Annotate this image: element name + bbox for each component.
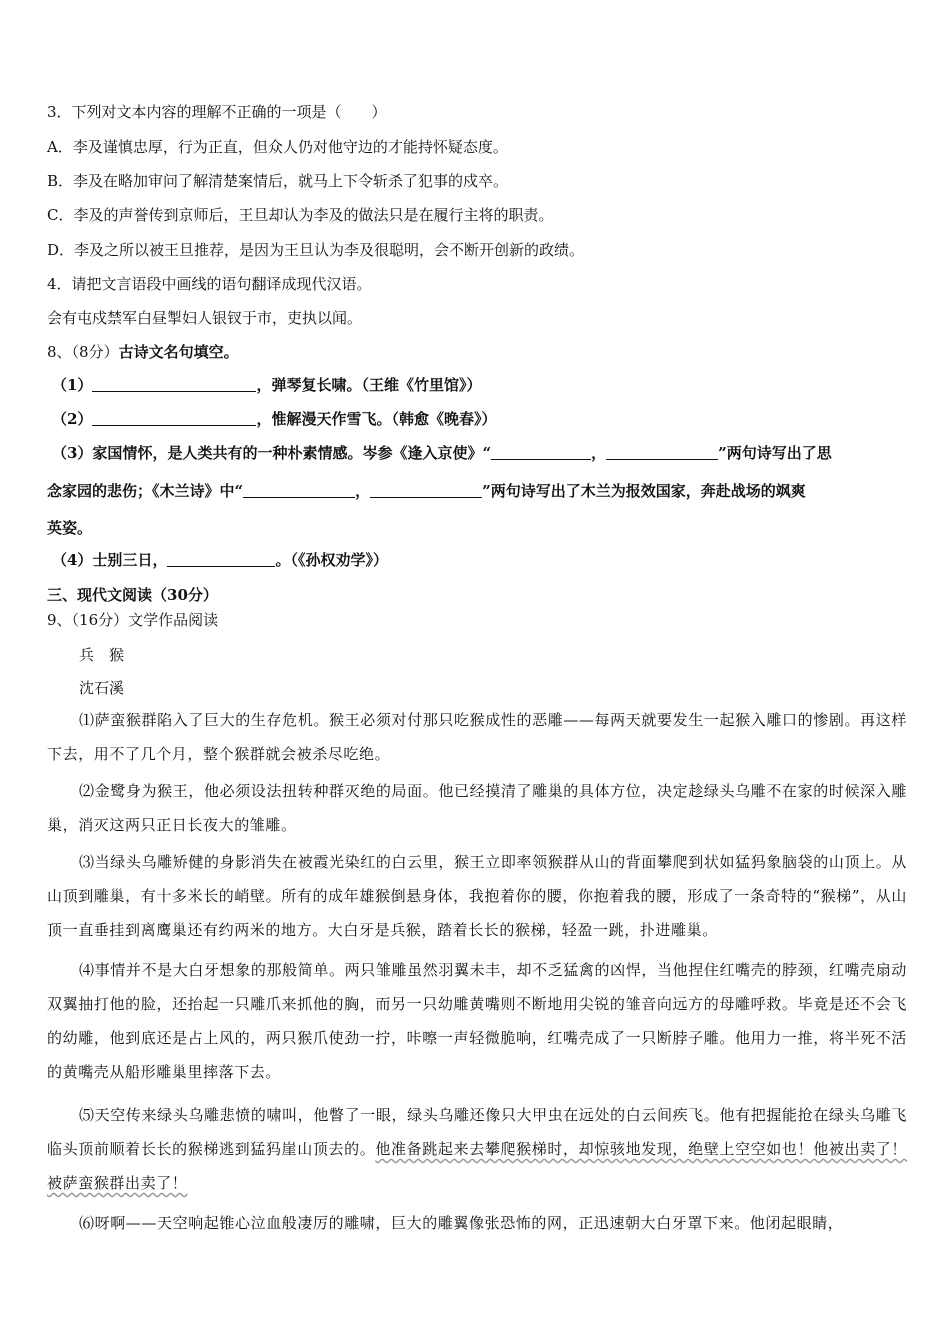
q3-option-d: D．李及之所以被王旦推荐，是因为王旦认为李及很聪明，会不断开创新的政绩。 [47, 241, 585, 259]
q8-score: 8、（8分） [47, 343, 119, 361]
q8-line-2 [52, 409, 496, 429]
q8-line-3b [47, 481, 806, 501]
q8-line-3-text-d: 念家园的悲伤；《木兰诗》中“ [47, 482, 244, 500]
q8-line-4-text: 。（《孙权劝学》） [275, 551, 388, 569]
q8-line-3-text-c: ”两句诗写出了思 [718, 444, 832, 462]
q8-line-1-label: （1） [52, 376, 93, 394]
q8-line-2-text: ，惟解漫天作雪飞。（韩愈《晚春》） [256, 410, 497, 428]
q8-line-3-text-a: （3）家国情怀，是人类共有的一种朴素情感。岑参《逢入京使》“ [52, 444, 492, 462]
q3-option-a: A．李及谨慎忠厚，行为正直，但众人仍对他守边的才能持怀疑态度。 [47, 138, 508, 156]
story-paragraph-2-text: ⑵金鹭身为猴王，他必须设法扭转种群灭绝的局面。他已经摸清了雕巢的具体方位，决定趁绿头乌雕不在家的时候深入雕巢，消灭这两只正日长夜大的雏雕。 [47, 782, 907, 834]
q8-line-2-label: （2） [52, 410, 93, 428]
q8-line-1 [52, 375, 481, 395]
story-paragraph-5-text: ⑸天空传来绿头乌雕悲愤的啸叫，他瞥了一眼，绿头乌雕还像只大甲虫在远处的白云间疾飞。他有把握能抢在绿头乌雕飞临头顶前顺着长长的猴梯逃到猛犸崖山顶去的。 [47, 1106, 907, 1158]
q3-option-b: B．李及在略加审问了解清楚案情后，就马上下令斩杀了犯事的戍卒。 [47, 172, 509, 190]
story-paragraph-4 [47, 953, 907, 1089]
q3-option-c: C．李及的声誉传到京师后，王旦却认为李及的做法只是在履行主将的职责。 [47, 206, 554, 224]
q8-line-3a [52, 443, 832, 463]
story-title: 兵 猴 [79, 646, 125, 664]
fill-blank-7[interactable] [167, 552, 275, 567]
q8-line-4 [52, 550, 388, 570]
q4-sentence: 会有屯戍禁军白昼掣妇人银钗于市，吏执以闻。 [47, 309, 363, 327]
story-paragraph-6-text: ⑹呀啊——天空响起锥心泣血般凄厉的雕啸，巨大的雕翼像张恐怖的网，正迅速朝大白牙罩下来。他闭起眼睛， [79, 1214, 844, 1232]
section-3-heading: 三、现代文阅读（30分） [47, 586, 218, 604]
q4-stem: 4．请把文言语段中画线的语句翻译成现代汉语。 [47, 275, 372, 293]
story-paragraph-2 [47, 774, 907, 842]
fill-blank-5[interactable] [243, 483, 355, 498]
fill-blank-1[interactable] [92, 377, 256, 392]
q8-line-3c: 英姿。 [47, 519, 93, 537]
story-paragraph-6 [47, 1206, 907, 1240]
q8-line-3-comma-2: ， [355, 482, 371, 500]
fill-blank-3[interactable] [491, 445, 591, 460]
q8-title: 古诗文名句填空。 [118, 343, 239, 361]
story-paragraph-3-text: ⑶当绿头乌雕矫健的身影消失在被霞光染红的白云里，猴王立即率领猴群从山的背面攀爬到状如猛犸象脑袋的山顶上。从山顶到雕巢，有十多米长的峭壁。所有的成年雄猴倒悬身体，我抱着你的腰，你抱着我的腰，形成了一条奇特的“猴梯”，从山顶一直垂挂到离鹰巢还有约两米的地方。大白牙是兵猴，踏着长长的猴梯，轻盈一跳，扑进雕巢。 [47, 853, 907, 939]
story-paragraph-5 [47, 1098, 907, 1200]
story-paragraph-1 [47, 703, 907, 771]
story-paragraph-3 [47, 845, 907, 947]
story-paragraph-4-text: ⑷事情并不是大白牙想象的那般简单。两只雏雕虽然羽翼未丰，却不乏猛禽的凶悍，当他捏住红嘴壳的脖颈，红嘴壳扇动双翼抽打他的脸，还抬起一只雕爪来抓他的胸，而另一只幼雕黄嘴则不断地用尖锐的雏音向远方的母雕呼救。毕竟是还不会飞的幼雕，他到底还是占上风的，两只猴爪使劲一拧，咔嚓一声轻微脆响，红嘴壳成了一只断脖子雕。他用力一推，将半死不活的黄嘴壳从船形雕巢里摔落下去。 [47, 961, 907, 1081]
story-paragraph-5-underlined: 他准备跳起来去攀爬猴梯时，却惊骇地发现，绝壁上空空如也！他被出卖了！被萨蛮猴群出卖了！ [47, 1140, 907, 1192]
fill-blank-6[interactable] [370, 483, 482, 498]
q8-line-3-comma-1: ， [591, 444, 607, 462]
q3-stem: 3．下列对文本内容的理解不正确的一项是（ ） [47, 103, 387, 121]
fill-blank-2[interactable] [92, 411, 256, 426]
story-paragraph-1-text: ⑴萨蛮猴群陷入了巨大的生存危机。猴王必须对付那只吃猴成性的恶雕——每两天就要发生一起猴入雕口的惨剧。再这样下去，用不了几个月，整个猴群就会被杀尽吃绝。 [47, 711, 907, 763]
q8-line-3-text-f: ”两句诗写出了木兰为报效国家，奔赴战场的飒爽 [482, 482, 806, 500]
q8-line-4-label: （4）士别三日， [52, 551, 168, 569]
q8-line-1-text: ，弹琴复长啸。（王维《竹里馆》） [256, 376, 482, 394]
q9-heading: 9、（16分）文学作品阅读 [47, 611, 219, 629]
story-author: 沈石溪 [79, 679, 125, 697]
q8-heading [47, 342, 239, 362]
fill-blank-4[interactable] [606, 445, 718, 460]
